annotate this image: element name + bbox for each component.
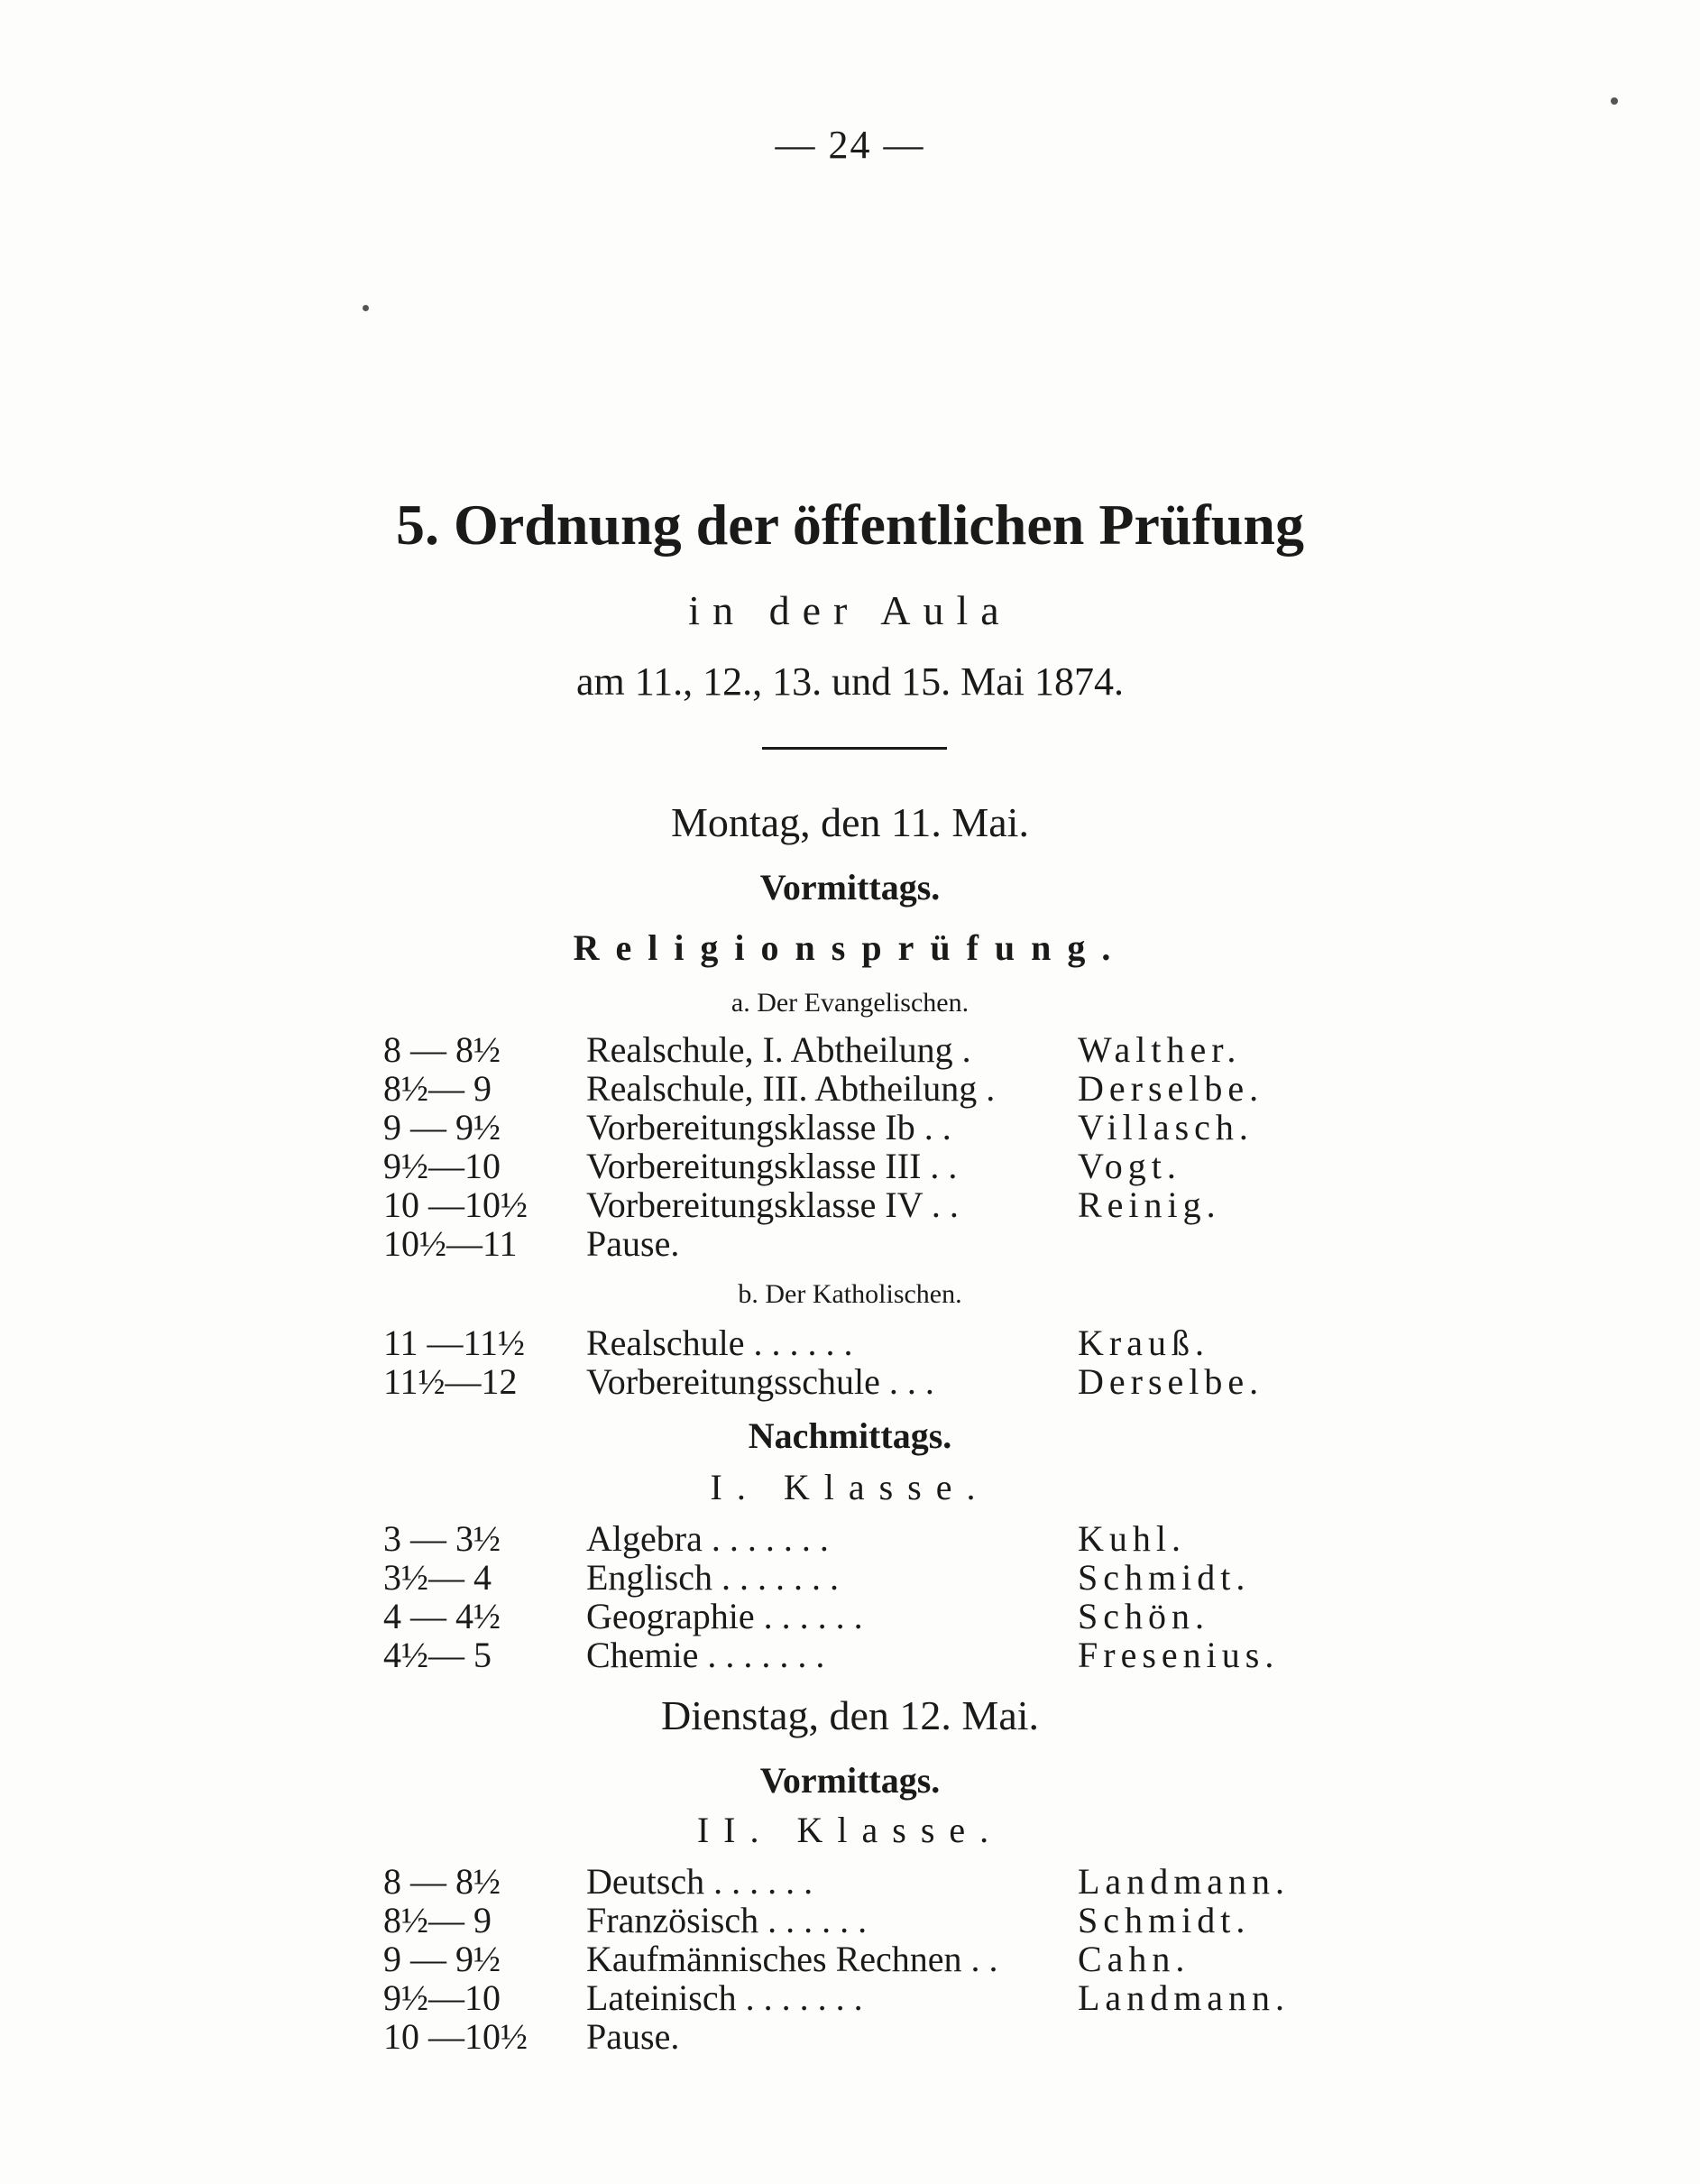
table-row: [0, 1595, 1700, 1636]
table-row: [0, 1860, 1700, 1902]
teacher: Landmann.: [1078, 1861, 1291, 1902]
subject: Französisch . . . . . .: [586, 1900, 868, 1940]
table-row: [0, 1106, 1700, 1147]
time-slot: 8½— 9: [383, 1068, 492, 1109]
teacher: Schmidt.: [1078, 1900, 1251, 1940]
period-heading-morning: Vormittags.: [759, 1760, 941, 1801]
time-slot: 11 —11½: [383, 1322, 526, 1363]
table-row: [0, 1556, 1700, 1598]
page-title: 5. Ordnung der öffentlichen Prüfung: [396, 493, 1304, 557]
subject: Realschule . . . . . .: [586, 1322, 853, 1363]
subject: Geographie . . . . . .: [586, 1596, 863, 1636]
period-heading-afternoon: Nachmittags.: [748, 1415, 952, 1456]
subject: Chemie . . . . . . .: [586, 1635, 825, 1675]
time-slot: 9 — 9½: [383, 1939, 501, 1979]
section-heading-religion: Religionsprüfung.: [573, 927, 1127, 968]
subject: Lateinisch . . . . . . .: [586, 1977, 863, 2018]
table-row: [0, 1977, 1700, 2018]
table-row: [0, 1899, 1700, 1940]
table-row: [0, 2015, 1700, 2057]
teacher: Vogt.: [1078, 1146, 1181, 1186]
time-slot: 4 — 4½: [383, 1596, 501, 1636]
teacher: Villasch.: [1078, 1107, 1254, 1147]
subject: Kaufmännisches Rechnen . .: [586, 1939, 998, 1979]
teacher: Derselbe.: [1078, 1361, 1264, 1402]
time-slot: 8½— 9: [383, 1900, 492, 1940]
table-row: [0, 1360, 1700, 1402]
class-heading-1: I. Klasse.: [710, 1467, 990, 1507]
teacher: Cahn.: [1078, 1939, 1190, 1979]
teacher: Schön.: [1078, 1596, 1209, 1636]
subject: Englisch . . . . . . .: [586, 1557, 839, 1598]
time-slot: 11½—12: [383, 1361, 518, 1402]
time-slot: 8 — 8½: [383, 1861, 501, 1902]
subject: Pause.: [586, 1223, 680, 1264]
table-row: [0, 1938, 1700, 1979]
time-slot: 10½—11: [383, 1223, 518, 1264]
time-slot: 10 —10½: [383, 2016, 528, 2057]
subject: Pause.: [586, 2016, 680, 2057]
teacher: Krauß.: [1078, 1322, 1209, 1363]
table-row: [0, 1028, 1700, 1070]
table-row: [0, 1067, 1700, 1109]
table-row: [0, 1145, 1700, 1186]
day-heading-monday: Montag, den 11. Mai.: [671, 799, 1029, 845]
teacher: Walther.: [1078, 1029, 1242, 1070]
time-slot: 3½— 4: [383, 1557, 492, 1598]
time-slot: 9½—10: [383, 1146, 501, 1186]
group-heading-evangelical: a. Der Evangelischen.: [731, 988, 969, 1018]
time-slot: 4½— 5: [383, 1635, 492, 1675]
exam-dates: am 11., 12., 13. und 15. Mai 1874.: [576, 659, 1124, 704]
period-heading-morning: Vormittags.: [759, 867, 941, 908]
table-row: [0, 1222, 1700, 1264]
table-row: [0, 1517, 1700, 1559]
subtitle: in der Aula: [688, 587, 1012, 633]
subject: Realschule, I. Abtheilung .: [586, 1029, 971, 1070]
teacher: Derselbe.: [1078, 1068, 1264, 1109]
subject: Vorbereitungsklasse III . .: [586, 1146, 958, 1186]
time-slot: 8 — 8½: [383, 1029, 501, 1070]
time-slot: 10 —10½: [383, 1184, 528, 1225]
subject: Realschule, III. Abtheilung .: [586, 1068, 996, 1109]
table-row: [0, 1634, 1700, 1675]
subject: Vorbereitungsklasse Ib . .: [586, 1107, 951, 1147]
divider: [762, 747, 947, 750]
class-heading-2: II. Klasse.: [696, 1810, 1004, 1850]
teacher: Reinig.: [1078, 1184, 1221, 1225]
subject: Vorbereitungsklasse IV . .: [586, 1184, 959, 1225]
time-slot: 3 — 3½: [383, 1518, 501, 1559]
table-row: [0, 1322, 1700, 1363]
page-number: — 24 —: [775, 123, 925, 167]
subject: Vorbereitungsschule . . .: [586, 1361, 934, 1402]
day-heading-tuesday: Dienstag, den 12. Mai.: [660, 1692, 1040, 1738]
time-slot: 9 — 9½: [383, 1107, 501, 1147]
scan-speck: [1611, 97, 1618, 105]
teacher: Landmann.: [1078, 1977, 1291, 2018]
subject: Deutsch . . . . . .: [586, 1861, 813, 1902]
group-heading-catholic: b. Der Katholischen.: [738, 1279, 962, 1309]
teacher: Kuhl.: [1078, 1518, 1186, 1559]
subject: Algebra . . . . . . .: [586, 1518, 829, 1559]
time-slot: 9½—10: [383, 1977, 501, 2018]
scan-speck: [363, 305, 369, 311]
teacher: Schmidt.: [1078, 1557, 1251, 1598]
teacher: Fresenius.: [1078, 1635, 1280, 1675]
table-row: [0, 1184, 1700, 1225]
